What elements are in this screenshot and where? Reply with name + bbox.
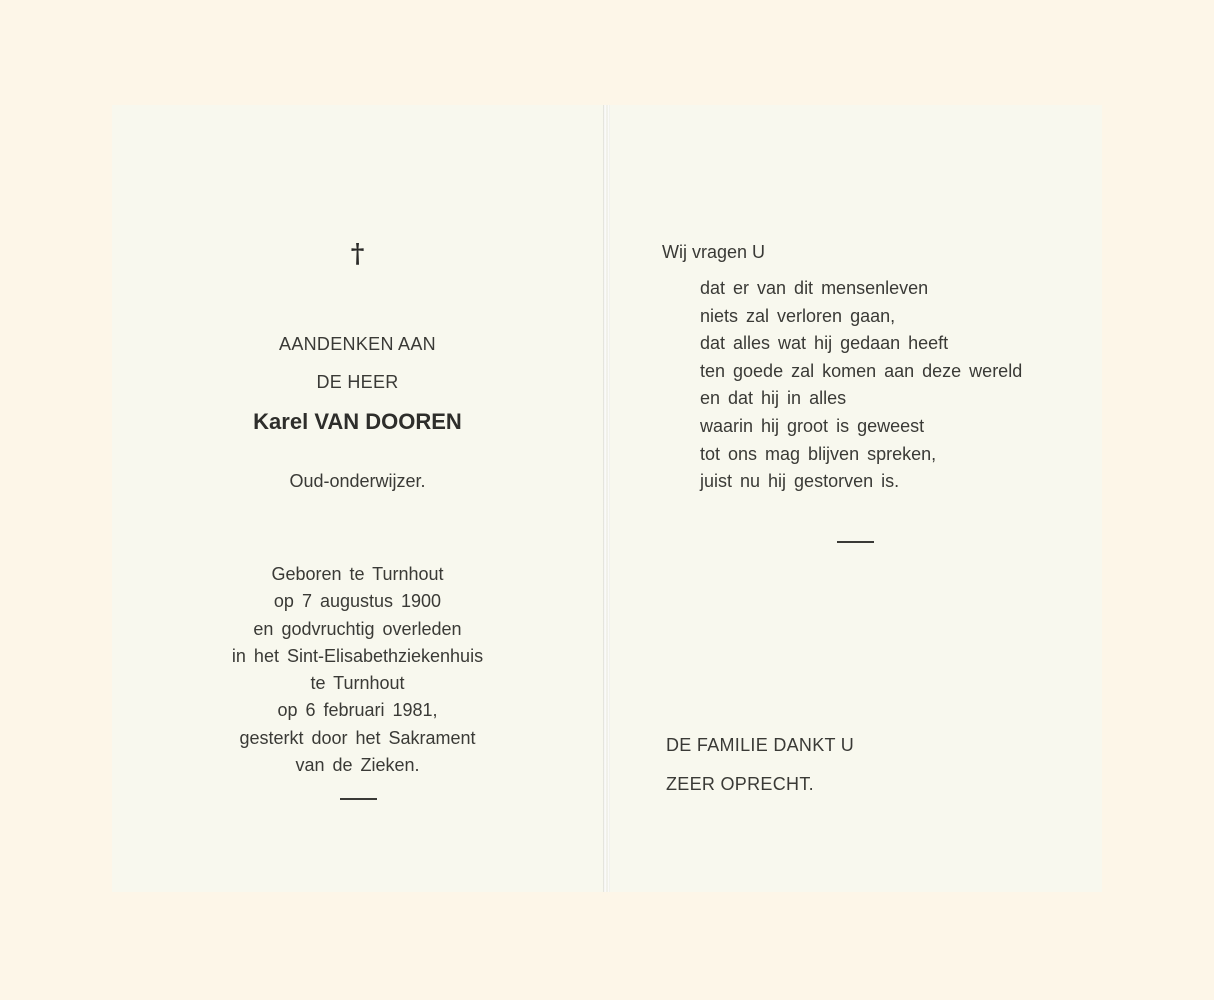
prayer-line: dat alles wat hij gedaan heeft (700, 333, 949, 354)
prayer-line: tot ons mag blijven spreken, (700, 443, 937, 464)
family-thanks-line-2: ZEER OPRECHT. (666, 774, 814, 794)
biography (112, 561, 603, 779)
prayer-line: waarin hij groot is geweest (700, 415, 925, 436)
bio-line: en godvruchtig overleden (253, 618, 462, 639)
card-fold (603, 105, 610, 892)
bio-line: van de Zieken. (295, 755, 420, 776)
prayer-intro: Wij vragen U (662, 242, 766, 262)
memorial-heading-line-1: AANDENKEN AAN (279, 334, 436, 354)
memorial-card (112, 105, 1102, 892)
prayer-line: niets zal verloren gaan, (700, 305, 896, 326)
prayer-text (700, 275, 1022, 496)
prayer-line: ten goede zal komen aan deze wereld (700, 360, 1023, 381)
profession: Oud-onderwijzer. (289, 471, 426, 491)
divider-line-right (837, 541, 874, 543)
bio-line: Geboren te Turnhout (271, 564, 444, 584)
prayer-line: juist nu hij gestorven is. (700, 471, 900, 492)
prayer-line: dat er van dit mensenleven (700, 278, 929, 298)
bio-line: in het Sint-Elisabethziekenhuis (231, 645, 484, 666)
deceased-name: Karel VAN DOOREN (253, 409, 462, 434)
bio-line: te Turnhout (310, 673, 405, 694)
divider-line-left (340, 798, 377, 800)
family-thanks-line-1: DE FAMILIE DANKT U (666, 735, 855, 755)
bio-line: op 7 augustus 1900 (273, 591, 442, 612)
bio-line: op 6 februari 1981, (277, 700, 438, 721)
memorial-heading-line-2: DE HEER (316, 372, 399, 392)
prayer-line: en dat hij in alles (700, 388, 847, 409)
bio-line: gesterkt door het Sakrament (239, 727, 476, 748)
cross-symbol: † (350, 239, 365, 269)
left-page (112, 105, 603, 892)
